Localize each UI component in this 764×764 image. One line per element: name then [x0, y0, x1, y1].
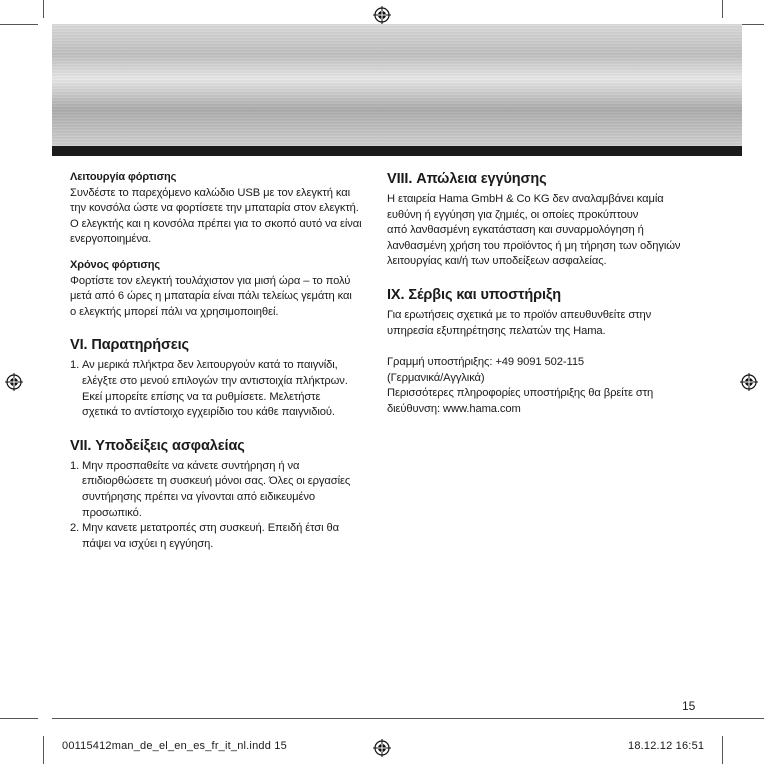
registration-mark-icon: [373, 6, 391, 24]
body-line: ενεργοποιημένα.: [70, 233, 152, 246]
footer-divider: [52, 718, 742, 719]
list-number: 1.: [70, 459, 80, 472]
body-line: προσωπικό.: [82, 506, 142, 519]
body-line: Περισσότερες πληροφορίες υποστήριξης θα βρείτε στη: [387, 387, 654, 400]
body-line: Η εταιρεία Hama GmbH & Co KG δεν αναλαμβάνει καμία: [387, 193, 664, 205]
list-item: [70, 521, 368, 552]
body-line: Φορτίστε τον ελεγκτή τουλάχιστον για μισή ώρα – το πολύ: [70, 274, 351, 287]
registration-mark-icon: [373, 739, 391, 757]
body-line: λανθασμένη χρήση του προϊόντος ή μη τήρηση των οδηγιών: [387, 239, 681, 252]
crop-mark: [43, 0, 44, 18]
body-line: συντήρησης πρέπει να γίνονται από ειδικευμένο: [82, 490, 315, 503]
list-item: [70, 459, 368, 521]
body-line: Μην κανετε μετατροπές στη συσκευή. Επειδή έτσι θα: [82, 522, 339, 535]
body-line: λειτουργίας και/ή των υποδείξεων ασφαλείας.: [387, 255, 607, 268]
body-line: σχετικά το αντίστοιχο εγχειρίδιο του κάθε παιγνιδιού.: [82, 406, 335, 419]
hotline-line: Γραμμή υποστήριξης: +49 9091 502-115: [387, 356, 585, 369]
body-line: Συνδέστε το παρεχόμενο καλώδιο USB με τον ελεγκτή και: [70, 186, 350, 199]
charging-time-heading: Χρόνος φόρτισης: [70, 258, 160, 271]
safety-list: [70, 459, 368, 553]
body-line: μετά από 6 ώρες η μπαταρία είναι πάλι τελείως γεμάτη και: [70, 290, 352, 303]
list-number: 2.: [70, 522, 80, 535]
charging-function-heading: Λειτουργία φόρτισης: [70, 171, 177, 183]
right-column: [387, 170, 687, 418]
crop-mark: [722, 0, 723, 18]
body-line: υπηρεσία εξυπηρέτησης πελατών της Hama.: [387, 324, 606, 337]
registration-mark-icon: [5, 373, 23, 391]
list-item: [70, 358, 368, 420]
crop-mark: [43, 736, 44, 764]
crop-mark: [0, 24, 38, 25]
body-line: ευθύνη ή εγγύηση για ζημιές, οι οποίες προκύπτουν: [387, 208, 639, 221]
list-number: 1.: [70, 359, 80, 372]
body-line: ο ελεγκτής μπορεί πάλι να χρησιμοποιηθεί.: [70, 305, 279, 318]
body-line: Αν μερικά πλήκτρα δεν λειτουργούν κατά το παιγνίδι,: [82, 359, 338, 372]
body-line: (Γερμανικά/Αγγλικά): [387, 371, 485, 384]
body-line: ελέγξτε στο μενού επιλογών την αντιστοιχία πλήκτρων.: [82, 374, 348, 387]
body-line: από λανθασμένη εγκατάσταση και συναρμολόγηση ή: [387, 224, 644, 237]
body-line: Για ερωτήσεις σχετικά με το προϊόν απευθυνθείτε στην: [387, 308, 652, 321]
section-vii-title: VII. Υποδείξεις ασφαλείας: [70, 437, 245, 454]
header-bar: [52, 146, 742, 156]
crop-mark: [722, 736, 723, 764]
footer-filename: 00115412man_de_el_en_es_fr_it_nl.indd 15: [62, 740, 287, 752]
body-line: Μην προσπαθείτε να κάνετε συντήρηση ή να: [82, 459, 300, 472]
registration-mark-icon: [740, 373, 758, 391]
body-line: επιδιορθώσετε τη συσκευή μόνοι σας. Όλες οι εργασίες: [82, 475, 351, 488]
body-line: πάψει να ισχύει η εγγύηση.: [82, 537, 214, 550]
website-line: διεύθυνση: www.hama.com: [387, 402, 521, 415]
crop-mark: [0, 718, 38, 719]
body-line: Ο ελεγκτής και η κονσόλα πρέπει για το σκοπό αυτό να είναι: [70, 217, 362, 230]
section-ix-title: IX. Σέρβις και υποστήριξη: [387, 286, 562, 303]
page-number: 15: [682, 699, 696, 713]
section-viii-title: VIII. Απώλεια εγγύησης: [387, 171, 547, 187]
section-vi-title: VI. Παρατηρήσεις: [70, 337, 189, 354]
footer-datetime: 18.12.12 16:51: [628, 740, 705, 752]
body-line: Εκεί μπορείτε επίσης να τα ρυθμίσετε. Μελετήστε: [82, 390, 321, 403]
notes-list: [70, 358, 368, 420]
body-line: την κονσόλα ώστε να φορτίσετε την μπαταρία στον ελεγκτή.: [70, 202, 359, 215]
header-band: [52, 24, 742, 146]
left-column: [70, 170, 368, 552]
